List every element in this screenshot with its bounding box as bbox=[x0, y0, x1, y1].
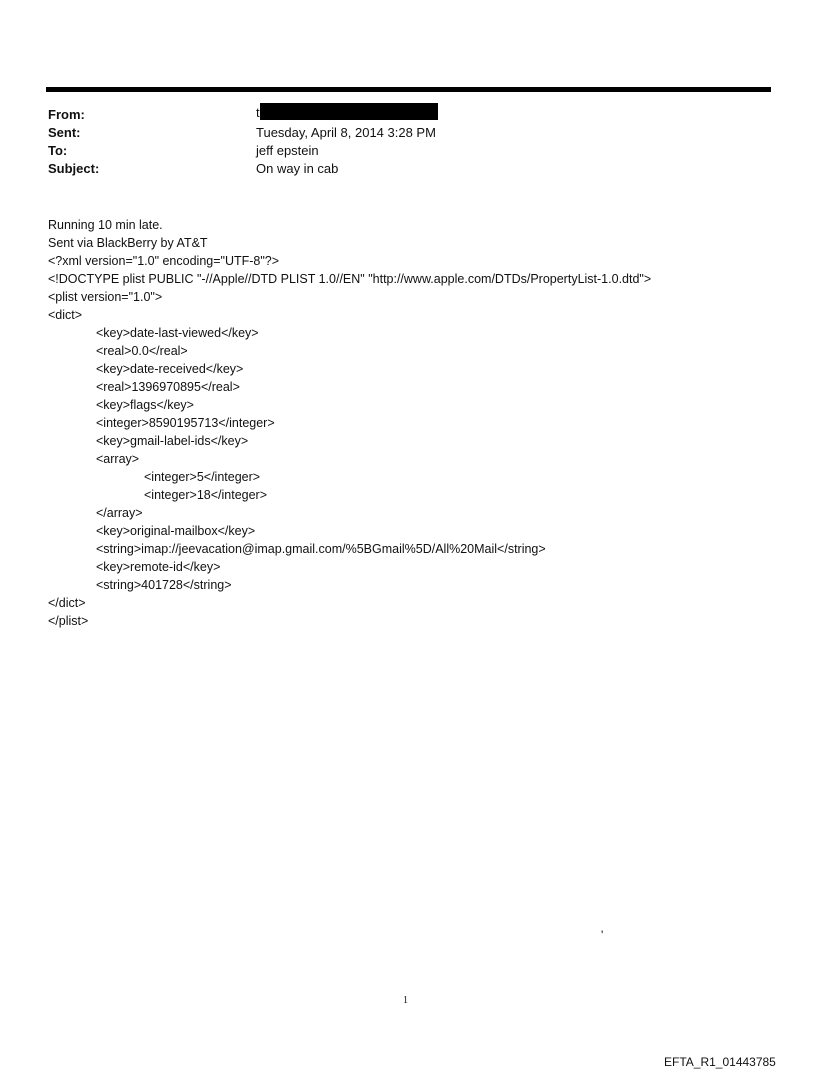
stray-mark: ' bbox=[601, 928, 604, 942]
body-line: <key>date-last-viewed</key> bbox=[96, 326, 259, 340]
body-line: <array> bbox=[96, 452, 140, 466]
redaction-box bbox=[260, 103, 438, 120]
body-line: <integer>18</integer> bbox=[144, 488, 268, 502]
body-line: <real>1396970895</real> bbox=[96, 380, 240, 394]
body-line: <integer>5</integer> bbox=[144, 470, 261, 484]
body-line: Sent via BlackBerry by AT&T bbox=[48, 236, 208, 250]
page-number: 1 bbox=[403, 995, 408, 1006]
body-line: </plist> bbox=[48, 614, 89, 628]
body-line: <dict> bbox=[48, 308, 83, 322]
from-value-fragment: t bbox=[256, 105, 260, 120]
body-line: <!DOCTYPE plist PUBLIC "-//Apple//DTD PLIST 1.0//EN" "http://www.apple.com/DTDs/PropertyList-1.0.dtd"> bbox=[48, 272, 652, 286]
body-line: </array> bbox=[96, 506, 143, 520]
body-line: <key>gmail-label-ids</key> bbox=[96, 434, 249, 448]
to-value: jeff epstein bbox=[256, 143, 319, 158]
sent-value: Tuesday, April 8, 2014 3:28 PM bbox=[256, 125, 436, 140]
body-line: <string>imap://jeevacation@imap.gmail.com/%5BGmail%5D/All%20Mail</string> bbox=[96, 542, 546, 556]
body-line: <real>0.0</real> bbox=[96, 344, 188, 358]
body-line: <key>original-mailbox</key> bbox=[96, 524, 256, 538]
body-line: </dict> bbox=[48, 596, 86, 610]
body-line: <key>date-received</key> bbox=[96, 362, 244, 376]
body-line: Running 10 min late. bbox=[48, 218, 163, 232]
to-label: To: bbox=[48, 143, 68, 158]
body-line: <key>remote-id</key> bbox=[96, 560, 221, 574]
from-label: From: bbox=[48, 107, 85, 122]
header-rule bbox=[46, 87, 771, 92]
subject-value: On way in cab bbox=[256, 161, 339, 176]
body-line: <integer>8590195713</integer> bbox=[96, 416, 275, 430]
body-line: <plist version="1.0"> bbox=[48, 290, 163, 304]
sent-label: Sent: bbox=[48, 125, 81, 140]
footer-document-id: EFTA_R1_01443785 bbox=[664, 1055, 776, 1069]
body-line: <?xml version="1.0" encoding="UTF-8"?> bbox=[48, 254, 280, 268]
subject-label: Subject: bbox=[48, 161, 100, 176]
body-line: <string>401728</string> bbox=[96, 578, 232, 592]
body-line: <key>flags</key> bbox=[96, 398, 194, 412]
message-body bbox=[48, 216, 651, 630]
